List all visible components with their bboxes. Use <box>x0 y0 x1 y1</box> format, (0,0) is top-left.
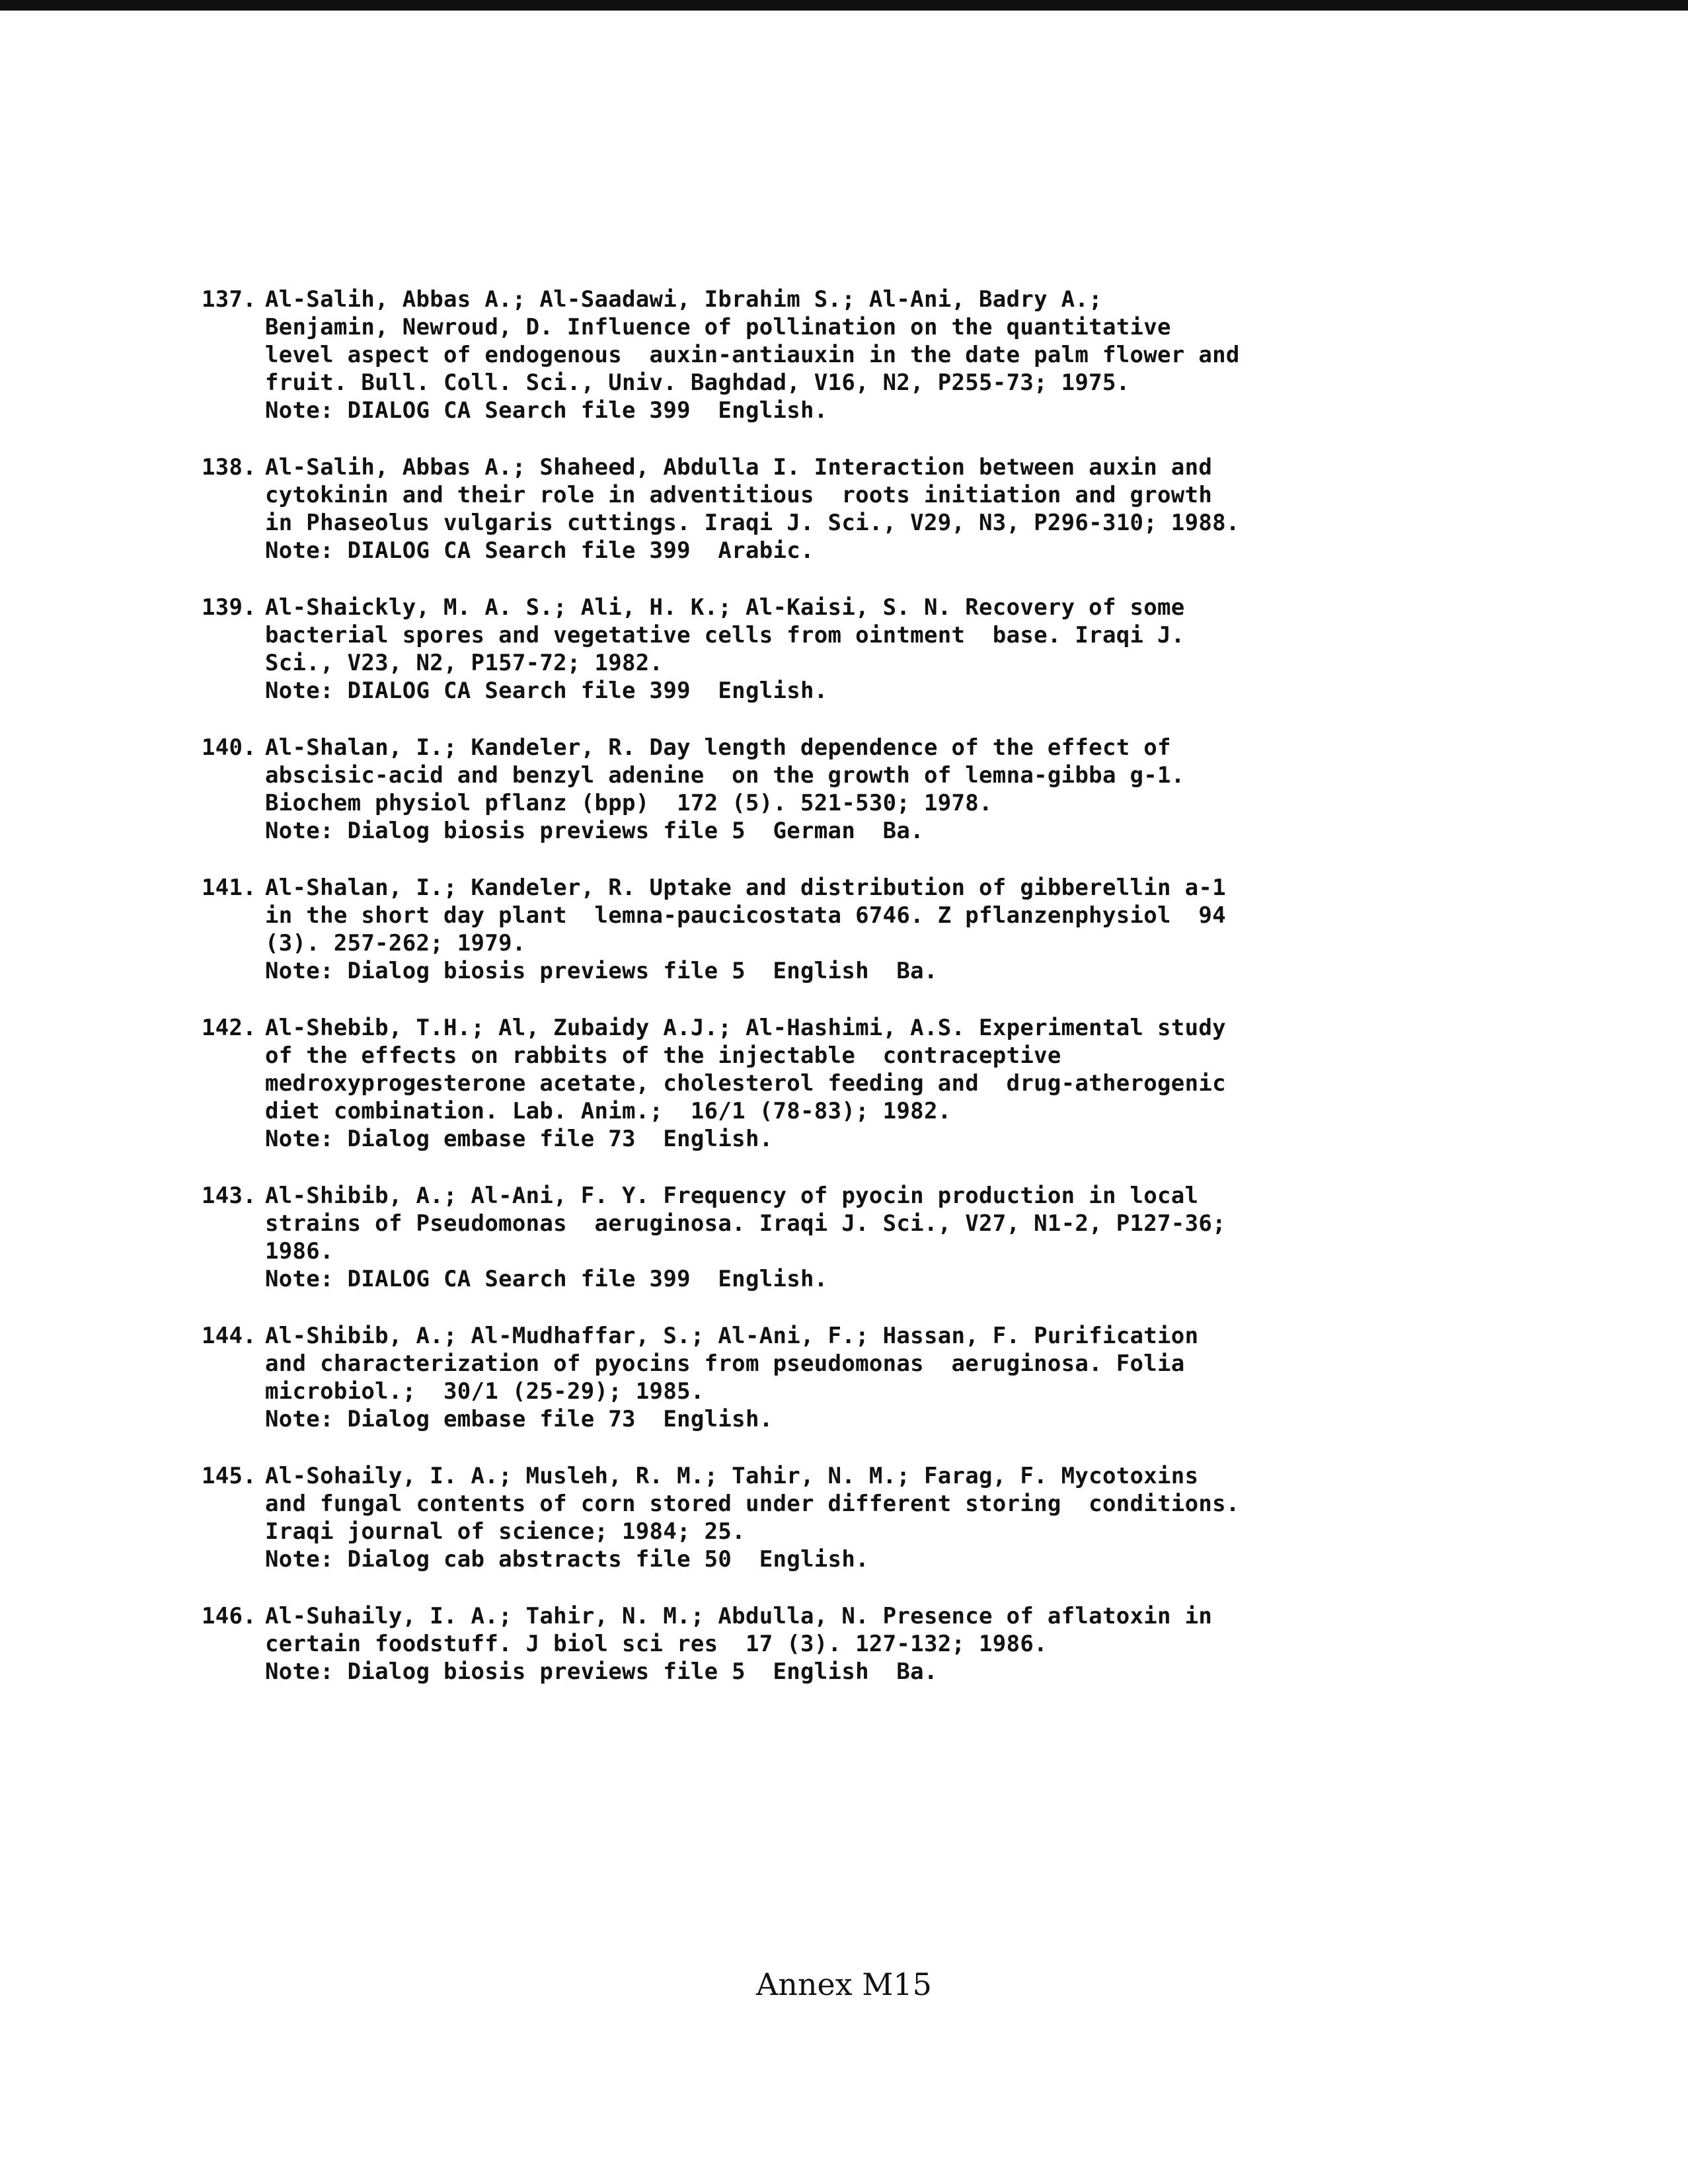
entry-note-line: Note: Dialog cab abstracts file 50 English. <box>265 1546 869 1573</box>
entry-citation-line: 1986. <box>265 1238 334 1265</box>
entry-citation-line: Benjamin, Newroud, D. Influence of pollination on the quantitative <box>265 314 1171 340</box>
entry-citation-line: and fungal contents of corn stored under different storing conditions. <box>265 1491 1240 1517</box>
entry-citation-line: Biochem physiol pflanz (bpp) 172 (5). 521-530; 1978. <box>265 790 993 816</box>
entry-note-line: Note: DIALOG CA Search file 399 Arabic. <box>265 537 814 564</box>
entry-citation-line: Iraqi journal of science; 1984; 25. <box>265 1518 746 1545</box>
entry-citation-line: Sci., V23, N2, P157-72; 1982. <box>265 650 664 676</box>
entry-citation-line: bacterial spores and vegetative cells from ointment base. Iraqi J. <box>265 622 1185 648</box>
bibliography-entry <box>202 1462 1523 1573</box>
entry-citation-line: diet combination. Lab. Anim.; 16/1 (78-83); 1982. <box>265 1098 952 1124</box>
entry-note-line: Note: DIALOG CA Search file 399 English. <box>265 678 828 704</box>
entry-citation-line: in Phaseolus vulgaris cuttings. Iraqi J. Sci., V29, N3, P296-310; 1988. <box>265 510 1240 536</box>
entry-citation-line: Al-Shebib, T.H.; Al, Zubaidy A.J.; Al-Hashimi, A.S. Experimental study <box>265 1015 1226 1041</box>
entry-citation-line: Al-Salih, Abbas A.; Al-Saadawi, Ibrahim S.; Al-Ani, Badry A.; <box>265 286 1102 313</box>
bibliography-entry <box>202 453 1523 565</box>
entry-number: 139. <box>202 594 257 621</box>
entry-citation-line: certain foodstuff. J biol sci res 17 (3). 127-132; 1986. <box>265 1631 1048 1657</box>
bibliography-entry <box>202 286 1523 424</box>
entry-citation-line: Al-Salih, Abbas A.; Shaheed, Abdulla I. Interaction between auxin and <box>265 454 1213 481</box>
entry-citation-line: in the short day plant lemna-paucicostata 6746. Z pflanzenphysiol 94 <box>265 902 1226 929</box>
bibliography-entry <box>202 594 1523 705</box>
entry-number: 145. <box>202 1463 257 1489</box>
bibliography-entry <box>202 1322 1523 1433</box>
entry-number: 141. <box>202 875 257 901</box>
entry-number: 137. <box>202 286 257 313</box>
bibliography-entry <box>202 1182 1523 1293</box>
entry-note-line: Note: Dialog embase file 73 English. <box>265 1126 773 1152</box>
bibliography-list <box>202 286 1523 1715</box>
entry-note-line: Note: Dialog biosis previews file 5 English Ba. <box>265 1658 938 1685</box>
entry-citation-line: Al-Shibib, A.; Al-Mudhaffar, S.; Al-Ani, F.; Hassan, F. Purification <box>265 1323 1199 1349</box>
entry-note-line: Note: DIALOG CA Search file 399 English. <box>265 397 828 424</box>
entry-citation-line: Al-Shalan, I.; Kandeler, R. Day length dependence of the effect of <box>265 734 1171 761</box>
entry-note-line: Note: Dialog biosis previews file 5 English Ba. <box>265 958 938 984</box>
entry-citation-line: fruit. Bull. Coll. Sci., Univ. Baghdad, V16, N2, P255-73; 1975. <box>265 370 1130 396</box>
entry-citation-line: Al-Suhaily, I. A.; Tahir, N. M.; Abdulla, N. Presence of aflatoxin in <box>265 1603 1213 1629</box>
entry-citation-line: abscisic-acid and benzyl adenine on the growth of lemna-gibba g-1. <box>265 762 1185 789</box>
entry-note-line: Note: DIALOG CA Search file 399 English. <box>265 1266 828 1292</box>
entry-citation-line: medroxyprogesterone acetate, cholesterol feeding and drug-atherogenic <box>265 1070 1226 1097</box>
entry-number: 146. <box>202 1603 257 1629</box>
entry-citation-line: cytokinin and their role in adventitious roots initiation and growth <box>265 482 1213 508</box>
entry-number: 144. <box>202 1323 257 1349</box>
entry-citation-line: level aspect of endogenous auxin-antiauxin in the date palm flower and <box>265 342 1240 368</box>
entry-number: 142. <box>202 1015 257 1041</box>
entry-citation-line: Al-Shaickly, M. A. S.; Ali, H. K.; Al-Kaisi, S. N. Recovery of some <box>265 594 1185 621</box>
entry-number: 143. <box>202 1183 257 1209</box>
bibliography-entry <box>202 1602 1523 1686</box>
bibliography-entry <box>202 874 1523 985</box>
entry-number: 140. <box>202 734 257 761</box>
entry-number: 138. <box>202 454 257 481</box>
entry-citation-line: of the effects on rabbits of the injectable contraceptive <box>265 1042 1061 1069</box>
entry-note-line: Note: Dialog biosis previews file 5 German Ba. <box>265 818 924 844</box>
entry-citation-line: and characterization of pyocins from pseudomonas aeruginosa. Folia <box>265 1350 1185 1377</box>
entry-citation-line: microbiol.; 30/1 (25-29); 1985. <box>265 1378 705 1405</box>
bibliography-entry <box>202 1014 1523 1153</box>
entry-citation-line: Al-Sohaily, I. A.; Musleh, R. M.; Tahir, N. M.; Farag, F. Mycotoxins <box>265 1463 1199 1489</box>
page-footer-annex-label: Annex M15 <box>756 1967 932 2002</box>
top-border-rule <box>0 0 1688 11</box>
entry-citation-line: Al-Shibib, A.; Al-Ani, F. Y. Frequency of pyocin production in local <box>265 1183 1199 1209</box>
entry-citation-line: strains of Pseudomonas aeruginosa. Iraqi J. Sci., V27, N1-2, P127-36; <box>265 1210 1226 1237</box>
bibliography-entry <box>202 734 1523 845</box>
entry-citation-line: (3). 257-262; 1979. <box>265 930 526 956</box>
entry-citation-line: Al-Shalan, I.; Kandeler, R. Uptake and distribution of gibberellin a-1 <box>265 875 1226 901</box>
entry-note-line: Note: Dialog embase file 73 English. <box>265 1406 773 1432</box>
